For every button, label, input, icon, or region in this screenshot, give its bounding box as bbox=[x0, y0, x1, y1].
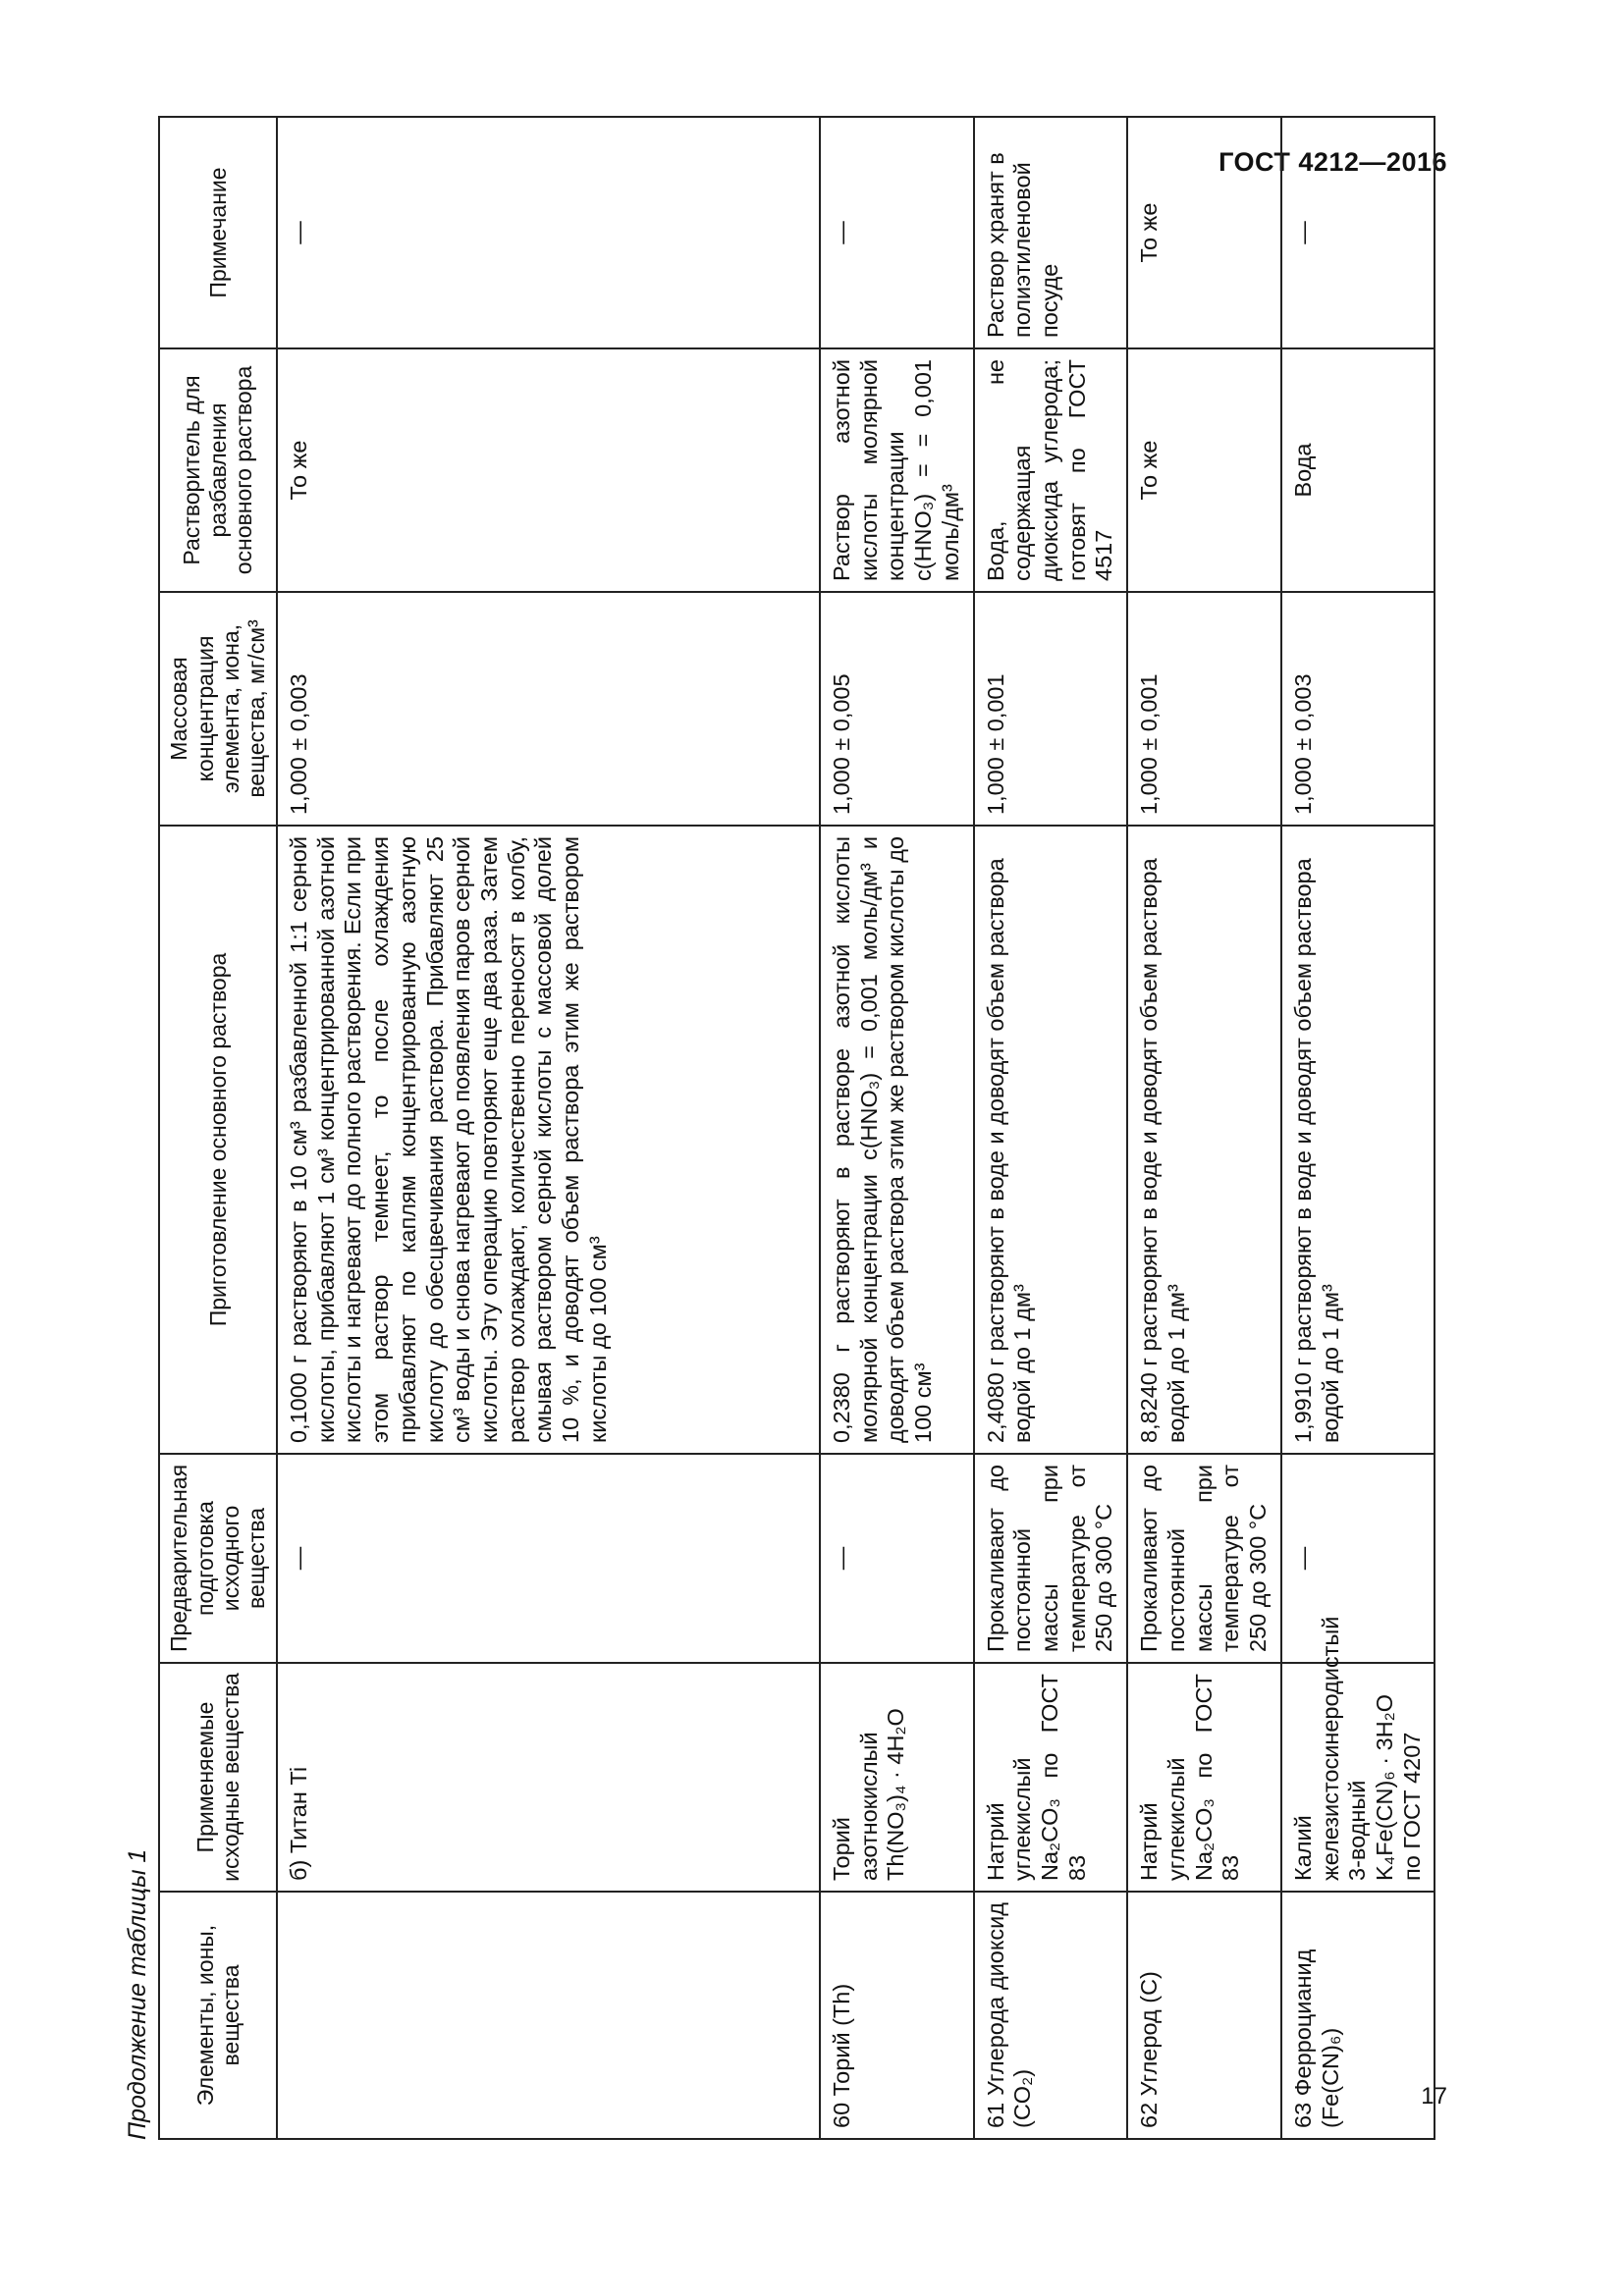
cell-solvent: Вода bbox=[1281, 348, 1435, 592]
cell-solvent: Вода, не содержащая диоксида углерода; готовят по ГОСТ 4517 bbox=[974, 348, 1128, 592]
column-header-solvent: Растворитель для разбавления основного раствора bbox=[159, 348, 277, 592]
cell-pretreatment: — bbox=[820, 1454, 974, 1663]
cell-element: 62 Углерод (С) bbox=[1127, 1892, 1281, 2139]
cell-note: — bbox=[1281, 117, 1435, 348]
cell-preparation: 8,8240 г растворяют в воде и доводят объем раствора водой до 1 дм³ bbox=[1127, 826, 1281, 1454]
cell-preparation: 2,4080 г растворяют в воде и доводят объем раствора водой до 1 дм³ bbox=[974, 826, 1128, 1454]
column-header-note: Примечание bbox=[159, 117, 277, 348]
table-row bbox=[974, 117, 1128, 2139]
column-header-pretreatment: Предварительная подготовка исходного вещества bbox=[159, 1454, 277, 1663]
cell-concentration: 1,000 ± 0,003 bbox=[1281, 592, 1435, 826]
cell-note: — bbox=[277, 117, 820, 348]
cell-pretreatment: Прокаливают до постоянной массы при температуре от 250 до 300 °С bbox=[1127, 1454, 1281, 1663]
cell-solvent: Раствор азотной кислоты молярной концентрации c(HNO₃) = = 0,001 моль/дм³ bbox=[820, 348, 974, 592]
reagents-table bbox=[158, 116, 1435, 2140]
table-row bbox=[277, 117, 820, 2139]
cell-source: Калий железистосинеродистый 3-водный K₄Fe(CN)₆ · 3H₂O по ГОСТ 4207 bbox=[1281, 1663, 1435, 1892]
table-header-row bbox=[159, 117, 277, 2139]
table-row bbox=[1281, 117, 1435, 2139]
document-code: ГОСТ 4212—2016 bbox=[1218, 147, 1447, 177]
rotated-table-block bbox=[113, 118, 1596, 2140]
cell-preparation: 0,1000 г растворяют в 10 см³ разбавленной 1:1 серной кислоты, прибавляют 1 см³ концентрированной азотной кислоты и нагревают до полного растворения. Если при этом раствор темнеет, то после охлаждения прибавляют по каплям концентрированную азотную кислоту до обесцвечивания раствора. Прибавляют 25 см³ воды и снова нагревают до появления паров серной кислоты. Эту операцию повторяют еще два раза. Затем раствор охлаждают, количественно переносят в колбу, смывая раствором серной кислоты с массовой долей 10 %, и доводят объем раствора этим же раствором кислоты до 100 см³ bbox=[277, 826, 820, 1454]
cell-source: Натрий углекислый Na₂CO₃ по ГОСТ 83 bbox=[974, 1663, 1128, 1892]
cell-pretreatment: Прокаливают до постоянной массы при температуре от 250 до 300 °С bbox=[974, 1454, 1128, 1663]
cell-element bbox=[277, 1892, 820, 2139]
cell-preparation: 0,2380 г растворяют в растворе азотной кислоты молярной концентрации c(HNO₃) = 0,001 моль/дм³ и доводят объем раствора этим же раствором кислоты до 100 см³ bbox=[820, 826, 974, 1454]
page-number: 17 bbox=[1421, 2083, 1447, 2109]
column-header-source: Применяемые исходные вещества bbox=[159, 1663, 277, 1892]
cell-preparation: 1,9910 г растворяют в воде и доводят объем раствора водой до 1 дм³ bbox=[1281, 826, 1435, 1454]
cell-pretreatment: — bbox=[277, 1454, 820, 1663]
cell-concentration: 1,000 ± 0,001 bbox=[1127, 592, 1281, 826]
cell-concentration: 1,000 ± 0,001 bbox=[974, 592, 1128, 826]
table-row bbox=[820, 117, 974, 2139]
cell-note: То же bbox=[1127, 117, 1281, 348]
table-row bbox=[1127, 117, 1281, 2139]
cell-source: Торий азотнокислый Th(NO₃)₄ · 4H₂O bbox=[820, 1663, 974, 1892]
cell-concentration: 1,000 ± 0,005 bbox=[820, 592, 974, 826]
cell-note: — bbox=[820, 117, 974, 348]
cell-element: 60 Торий (Th) bbox=[820, 1892, 974, 2139]
cell-element: 61 Углерода диоксид (CO₂) bbox=[974, 1892, 1128, 2139]
cell-pretreatment: — bbox=[1281, 1454, 1435, 1663]
cell-note: Раствор хранят в полиэтиленовой посуде bbox=[974, 117, 1128, 348]
cell-concentration: 1,000 ± 0,003 bbox=[277, 592, 820, 826]
column-header-element: Элементы, ионы, вещества bbox=[159, 1892, 277, 2139]
table-continuation-label: Продолжение таблицы 1 bbox=[124, 1848, 151, 2140]
cell-solvent: То же bbox=[277, 348, 820, 592]
column-header-concentration: Массовая концентрация элемента, иона, вещества, мг/см³ bbox=[159, 592, 277, 826]
column-header-preparation: Приготовление основного раствора bbox=[159, 826, 277, 1454]
cell-solvent: То же bbox=[1127, 348, 1281, 592]
cell-element: 63 Ферроцианид (Fe(CN)₆) bbox=[1281, 1892, 1435, 2139]
cell-source: Натрий углекислый Na₂CO₃ по ГОСТ 83 bbox=[1127, 1663, 1281, 1892]
cell-source: б) Титан Ti bbox=[277, 1663, 820, 1892]
